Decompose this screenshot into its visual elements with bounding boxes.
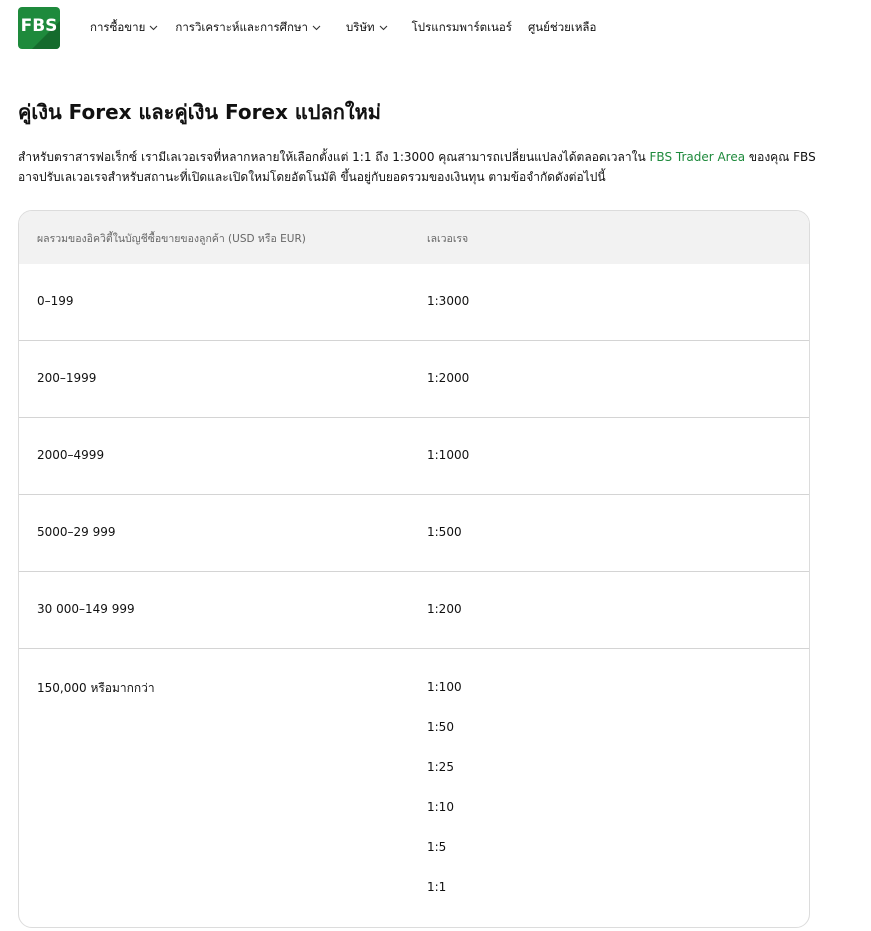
table-row xyxy=(19,264,809,341)
site-header xyxy=(0,0,871,56)
fbs-trader-area-link[interactable]: FBS Trader Area xyxy=(649,150,746,164)
leverage-option: 1:10 xyxy=(427,800,454,814)
leverage-cell: 1:200 xyxy=(427,602,462,616)
intro-text-continued: ของคุณ FBS อาจปรับเลเวอเรจสำหรับสถานะที่เปิดและเปิดใหม่โดยอัตโนมัติ ขึ้นอยู่กับยอดรวมของเงินทุน ตามข้อจำกัดดังต่อไปนี้ xyxy=(18,150,816,184)
chevron-down-icon xyxy=(312,25,321,31)
page-title: คู่เงิน Forex และคู่เงิน Forex แปลกใหม่ xyxy=(18,100,381,124)
leverage-option: 1:5 xyxy=(427,840,447,854)
leverage-cell: 1:500 xyxy=(427,525,462,539)
nav-item-label: การซื้อขาย xyxy=(90,20,146,34)
equity-cell: 2000–4999 xyxy=(37,448,105,462)
equity-cell: 5000–29 999 xyxy=(37,525,116,539)
logo-text: FBS xyxy=(20,16,58,36)
chevron-down-icon xyxy=(149,25,158,31)
fbs-logo[interactable] xyxy=(18,7,60,49)
column-header-equity: ผลรวมของอิควิตี้ในบัญชีซื้อขายของลูกค้า (USD หรือ EUR) xyxy=(37,233,306,245)
column-header-leverage: เลเวอเรจ xyxy=(427,233,469,245)
leverage-option: 1:100 xyxy=(427,680,462,694)
equity-cell: 150,000 หรือมากกว่า xyxy=(37,681,155,695)
leverage-cell: 1:3000 xyxy=(427,294,470,308)
leverage-table xyxy=(18,210,810,928)
main-nav xyxy=(90,19,596,37)
nav-item-analysis-education[interactable] xyxy=(175,19,321,37)
leverage-option: 1:1 xyxy=(427,880,447,894)
table-header xyxy=(19,211,809,264)
table-row xyxy=(19,572,809,649)
chevron-down-icon xyxy=(379,25,388,31)
table-row xyxy=(19,418,809,495)
leverage-option: 1:50 xyxy=(427,720,454,734)
leverage-cell: 1:2000 xyxy=(427,371,470,385)
table-row xyxy=(19,495,809,572)
nav-item-trading[interactable] xyxy=(90,19,158,37)
leverage-cell: 1:1000 xyxy=(427,448,470,462)
nav-item-partner-program[interactable] xyxy=(412,19,512,37)
intro-text: สำหรับตราสารฟอเร็กซ์ เรามีเลเวอเรจที่หลากหลายให้เลือกตั้งแต่ 1:1 ถึง 1:3000 คุณสามารถเปลี่ยนแปลงได้ตลอดเวลาใน xyxy=(18,150,650,164)
nav-item-label: ศูนย์ช่วยเหลือ xyxy=(527,20,597,34)
table-row xyxy=(19,649,809,928)
nav-item-label: โปรแกรมพาร์ตเนอร์ xyxy=(411,20,512,34)
equity-cell: 30 000–149 999 xyxy=(37,602,135,616)
nav-item-label: บริษัท xyxy=(345,20,375,34)
leverage-options-list xyxy=(427,679,462,919)
intro-paragraph xyxy=(18,147,818,187)
nav-item-label: การวิเคราะห์และการศึกษา xyxy=(175,20,308,34)
nav-item-company[interactable] xyxy=(346,19,388,37)
table-row xyxy=(19,341,809,418)
equity-cell: 200–1999 xyxy=(37,371,97,385)
nav-item-help-center[interactable] xyxy=(528,19,596,37)
equity-cell: 0–199 xyxy=(37,294,74,308)
leverage-option: 1:25 xyxy=(427,760,454,774)
